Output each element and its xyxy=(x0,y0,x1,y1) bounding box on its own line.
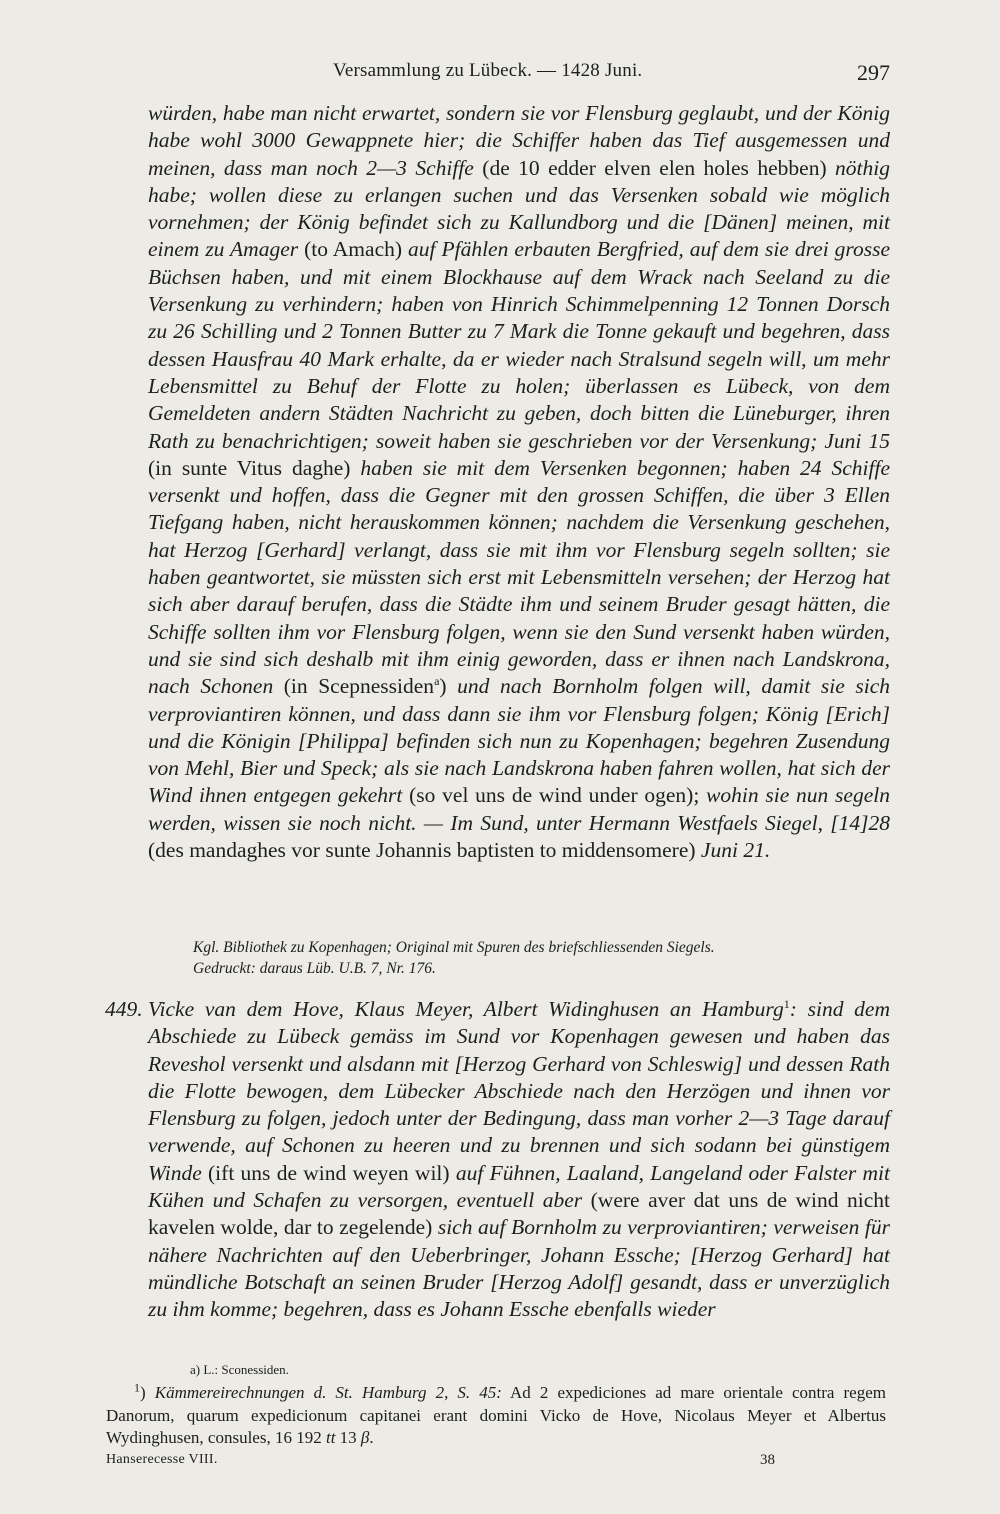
italic-segment: wohin sie nun segeln werden, wissen sie noch nicht. — Im Sund, unter Hermann Westfaels Siegel, [14]28 xyxy=(148,783,890,835)
footnote-source: Kämmereirechnungen d. St. Hamburg 2, S. 45: xyxy=(154,1383,502,1402)
footnote-body: 13 xyxy=(335,1428,361,1447)
footnote-unit: β xyxy=(360,1428,370,1447)
italic-segment: Vicke van dem Hove, Klaus Meyer, Albert Widinghusen an Hamburg xyxy=(148,997,784,1021)
italic-segment: und nach Bornholm folgen will, damit sie sich verproviantiren können, und dass dann sie ihm vor Flensburg folgen; König [Erich] und die Königin [Philippa] befinden sich nun zu Kopenhagen; begehren Zusendung von Mehl, Bier und Speck; als sie nach Landskrona haben fahren wollen, hat sich der Wind ihnen entgegen gekehrt xyxy=(148,674,890,808)
paragraph-text xyxy=(148,100,890,864)
source-note-line: Gedruckt: daraus Lüb. U.B. 7, Nr. 176. xyxy=(193,960,436,977)
body-paragraph xyxy=(148,100,890,864)
roman-segment: (to Amach) xyxy=(298,237,409,262)
italic-segment: nöthig habe; wollen diese zu erlangen suchen und das Versenken sobald wie möglich vornehmen; der König befindet sich zu Kallundborg und die [Dänen] meinen, mit einem zu Amager xyxy=(148,155,890,262)
italic-segment: würden, habe man nicht erwartet, sondern sie vor Flensburg geglaubt, und der König habe wohl 3000 Gewappnete hier; die Schiffer haben das Tief ausgemessen und meinen, dass man noch 2—3 Schiffe xyxy=(148,101,890,180)
volume-label: Hanserecesse VIII. xyxy=(106,1452,218,1467)
footnote-unit: tt xyxy=(325,1428,336,1447)
roman-segment: (ift uns de wind weyen wil) xyxy=(201,1160,456,1185)
page-number: 297 xyxy=(857,60,890,85)
footnote-body: Ad 2 expediciones ad mare orientale contra regem Danorum, quarum expedicionum capitanei erant domini Vicko de Hove, Nicolaus Meyer et Albertus Wydinghusen, consules, 16 192 xyxy=(106,1383,886,1447)
footnote-reference: a xyxy=(434,674,440,689)
roman-segment: (in Scepnessiden xyxy=(273,674,435,699)
roman-segment: (so vel uns de wind under ogen); xyxy=(402,783,707,808)
italic-segment: : sind dem Abschiede zu Lübeck gemäss im Sund vor Kopenhagen gewesen und haben das Reveshol versenkt und alsdann mit [Herzog Gerhard von Schleswig] und dessen Rath die Flotte bewogen, dem Lübecker Abschiede nach den Herzögen und ihnen vor Flensburg zu folgen, jedoch unter der Bedingung, dass man vorher 2—3 Tage darauf verwende, auf Schonen zu heeren und zu brennen und sich sodann bei günstigem Winde xyxy=(148,997,890,1185)
italic-segment: auf Pfählen erbauten Bergfried, auf dem sie drei grosse Büchsen haben, und mit einem Blockhause auf dem Wrack nach Seeland zu die Versenkung zu verhindern; haben von Hinrich Schimmelpenning 12 Tonnen Dorsch zu 26 Schilling und 2 Tonnen Butter zu 7 Mark die Tonne gekauft und begehren, dass dessen Hausfrau 40 Mark erhalte, da er wieder nach Stralsund segeln will, um mehr Lebensmittel zu Behuf der Flotte zu holen; überlassen es Lübeck, von dem Gemeldeten andern Städten Nachricht zu geben, doch bitten die Lüneburger, ihren Rath zu benachrichtigen; soweit haben sie geschrieben vor der Versenkung; Juni 15 xyxy=(148,237,890,453)
roman-segment: (in sunte Vitus daghe) xyxy=(148,455,361,480)
regest-entry xyxy=(105,996,891,1324)
source-note-line: Kgl. Bibliothek zu Kopenhagen; Original mit Spuren des briefschliessenden Siegels. xyxy=(193,939,715,956)
source-note xyxy=(193,937,893,979)
footnote-a: a) L.: Sconessiden. xyxy=(190,1362,289,1377)
italic-segment: Juni 21. xyxy=(700,838,771,863)
entry-text xyxy=(148,996,890,1324)
footnote-mark: 1 xyxy=(134,1380,140,1395)
signature-mark: 38 xyxy=(760,1452,775,1468)
footnote-body: . xyxy=(369,1428,374,1447)
roman-segment: (des mandaghes vor sunte Johannis baptisten to middensomere) xyxy=(148,838,701,863)
entry-number: 449. xyxy=(105,997,143,1021)
italic-segment: auf Fühnen, Laaland, Langeland oder Falster mit Kühen und Schafen zu versorgen, eventuell aber xyxy=(148,1160,891,1213)
roman-segment: (were aver dat uns de wind nicht kavelen wolde, dar to zegelende) xyxy=(148,1188,890,1240)
italic-segment: haben sie mit dem Versenken begonnen; haben 24 Schiffe versenkt und hoffen, dass die Gegner mit den grossen Schiffen, die über 3 Ellen Tiefgang haben, nicht herauskommen können; nachdem die Versenkung geschehen, hat Herzog [Gerhard] verlangt, dass sie mit ihm vor Flensburg segeln sollten; sie haben geantwortet, sie müssten sich erst mit Lebensmitteln versehen; der Herzog hat sich aber darauf berufen, dass die Städte ihm und seinem Bruder gesagt hätten, die Schiffe sollten ihm vor Flensburg folgen, wenn sie den Sund versenkt haben würden, und sie sind sich deshalb mit ihm einig geworden, dass er ihnen nach Landskrona, nach Schonen xyxy=(148,455,890,699)
footnote-reference: 1 xyxy=(783,996,790,1011)
running-title: Versammlung zu Lübeck. — 1428 Juni. xyxy=(333,60,643,81)
footnote-1 xyxy=(106,1382,886,1450)
page-footer xyxy=(0,1452,1000,1474)
italic-segment: sich auf Bornholm zu verproviantiren; verweisen für nähere Nachrichten auf den Ueberbringer, Johann Essche; [Herzog Gerhard] hat mündliche Botschaft an seinen Bruder [Herzog Adolf] gesandt, dass er unverzüglich zu ihm komme; begehren, dass es Johann Essche ebenfalls wieder xyxy=(148,1215,890,1322)
roman-segment: (de 10 edder elven elen holes hebben) xyxy=(473,155,836,180)
footnote-1-text: $^1$) Kämmereirechnungen d. St. Hamburg 2, S. 45: Ad 2 expediciones ad mare orientale contra regem Danorum, quarum expedicionum capitanei erant domini Vicko de Hove, Nicolaus Meyer et Albertus Wydinghusen, consules, 16 192 tt 13 β. xyxy=(106,1380,886,1447)
roman-segment: ) xyxy=(439,674,458,699)
running-header xyxy=(0,58,1000,88)
